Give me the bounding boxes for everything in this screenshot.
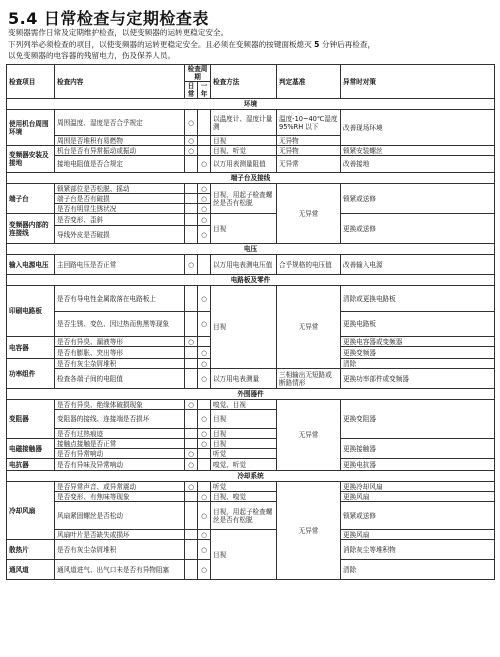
criterion-cell: 无异常 [277, 286, 341, 369]
action-cell: 更换风扇 [341, 492, 495, 502]
item-cell: 变频器内部的连接线 [7, 214, 55, 244]
table-row [7, 492, 495, 502]
yearly-mark: ○ [198, 439, 211, 449]
content-cell: 周围温度、湿度是否合乎规定 [55, 110, 185, 136]
daily-mark [185, 560, 198, 580]
action-cell: 清除或更换电路板 [341, 286, 495, 312]
criterion-cell: 无异物 [277, 136, 341, 146]
section-cooling: 冷却系统 [7, 471, 495, 482]
action-cell: 更换变频器 [341, 347, 495, 359]
yearly-mark: ○ [198, 312, 211, 337]
content-cell: 变阻器的接线、连接端是否损坏 [55, 410, 185, 429]
daily-mark: ○ [185, 449, 198, 459]
table-row [7, 530, 495, 540]
method-cell: 目视 [211, 429, 277, 439]
daily-mark: ○ [185, 482, 198, 492]
yearly-mark: ○ [198, 184, 211, 194]
method-cell: 听觉 [211, 449, 277, 459]
item-cell: 印刷电路板 [7, 286, 55, 337]
action-cell: 更换电路板 [341, 312, 495, 337]
daily-mark [185, 439, 198, 449]
intro-line-1: 变频器需作日常及定期维护检查，以使变频器的运转更稳定安全。 [8, 28, 229, 37]
yearly-mark [198, 110, 211, 136]
method-cell: 嗅觉、听觉 [211, 459, 277, 471]
daily-mark [185, 492, 198, 502]
content-cell: 周围是否堆积有易燃物 [55, 136, 185, 146]
yearly-mark: ○ [198, 410, 211, 429]
action-cell: 清除 [341, 560, 495, 580]
content-cell: 端子台是否有破损 [55, 194, 185, 204]
daily-mark [185, 214, 198, 226]
content-cell: 是否有异常响动 [55, 449, 185, 459]
content-cell: 是否有异臭、绝缘体破损现象 [55, 400, 185, 410]
criterion-cell: 无异常 [277, 156, 341, 173]
method-cell: 目视、嗅觉 [211, 492, 277, 502]
daily-mark: ○ [185, 136, 198, 146]
daily-mark: ○ [185, 459, 198, 471]
yearly-mark: ○ [198, 429, 211, 439]
action-cell: 改善接地 [341, 156, 495, 173]
content-cell: 是否有导电性金属散落在电路板上 [55, 286, 185, 312]
content-cell: 风扇叶片是否缺失或损坏 [55, 530, 185, 540]
item-cell: 变阻器 [7, 400, 55, 439]
daily-mark [185, 226, 198, 244]
yearly-mark [198, 400, 211, 410]
criterion-cell: 无异常 [277, 184, 341, 244]
content-cell: 是否变形、歪斜 [55, 214, 185, 226]
page-title: 5.4 日常检查与定期检查表 [8, 9, 209, 28]
yearly-mark [198, 482, 211, 492]
header-period: 检查周期 [185, 65, 211, 82]
header-daily: 日常 [185, 82, 198, 99]
criterion-cell: 三相输出无短路或断路情形 [277, 369, 341, 389]
daily-mark: ○ [185, 337, 198, 347]
criterion-cell: 无异物 [277, 146, 341, 156]
content-cell: 接触点接触是否正常 [55, 439, 185, 449]
method-cell: 目视，用起子检查螺丝是否有松脱 [211, 184, 277, 214]
method-cell: 以万用电表测电压值 [211, 255, 277, 275]
action-cell: 改善现场环境 [341, 110, 495, 146]
table-row [7, 502, 495, 530]
item-cell: 电磁接触器 [7, 439, 55, 459]
content-cell: 风扇紧固螺丝是否松动 [55, 502, 185, 530]
yearly-mark: ○ [198, 492, 211, 502]
content-cell: 是否有灰尘杂屑堆积 [55, 359, 185, 369]
content-cell: 是否有明显生锈状况 [55, 204, 185, 214]
content-cell: 是否异常声音、或异常震动 [55, 482, 185, 492]
content-cell: 接地电阻值是否合规定 [55, 156, 185, 173]
intro-line-2: 下列列举必须检查的项目，以使变频器的运转更稳定安全。且必须在变频器的按键面板熄灭 5 分钟后再检查， [8, 40, 376, 49]
daily-mark [185, 410, 198, 429]
content-cell: 是否有异味及异常响动 [55, 459, 185, 471]
content-cell: 是否有灰尘杂屑堆积 [55, 540, 185, 560]
daily-mark [185, 502, 198, 530]
yearly-mark: ○ [198, 347, 211, 359]
yearly-mark: ○ [198, 156, 211, 173]
action-cell: 锁紧安装螺丝 [341, 146, 495, 156]
item-cell: 通风道 [7, 560, 55, 580]
item-cell: 输入电源电压 [7, 255, 55, 275]
table-row [7, 255, 495, 275]
daily-mark [185, 286, 198, 312]
content-cell: 机台是否有异常振动或振动 [55, 146, 185, 156]
yearly-mark [198, 337, 211, 347]
criterion-cell: 温度-10~40℃湿度 95%RH 以下 [277, 110, 341, 136]
method-cell: 目视 [211, 286, 277, 369]
method-cell: 目视、听觉 [211, 146, 277, 156]
method-cell: 以万用电表测量 [211, 369, 277, 389]
yearly-mark: ○ [198, 369, 211, 389]
criterion-cell: 合乎规格的电压值 [277, 255, 341, 275]
method-cell: 目视 [211, 214, 277, 244]
action-cell: 锁紧或送修 [341, 502, 495, 530]
header-action: 异常时对策 [341, 65, 495, 99]
daily-mark [185, 369, 198, 389]
content-cell: 主回路电压是否正常 [55, 255, 185, 275]
header-yearly: 一年 [198, 82, 211, 99]
yearly-mark: ○ [198, 530, 211, 540]
action-cell: 更换风扇 [341, 530, 495, 540]
table-row [7, 369, 495, 389]
daily-mark [185, 194, 198, 204]
header-content: 检查内容 [55, 65, 185, 99]
content-cell: 是否生锈、变色、因过热而焦黑等现象 [55, 312, 185, 337]
method-cell: 目视 [211, 439, 277, 449]
content-cell: 是否有过热痕迹 [55, 429, 185, 439]
table-row [7, 110, 495, 136]
content-cell: 是否有膨胀、突出等形 [55, 347, 185, 359]
item-cell: 功率组件 [7, 359, 55, 389]
yearly-mark: ○ [198, 502, 211, 530]
section-peripheral: 外围器件 [7, 389, 495, 400]
action-cell: 更换接触器 [341, 439, 495, 459]
yearly-mark [198, 459, 211, 471]
yearly-mark: ○ [198, 540, 211, 560]
section-voltage: 电压 [7, 244, 495, 255]
daily-mark [185, 347, 198, 359]
action-cell: 更换冷却风扇 [341, 482, 495, 492]
action-cell: 更换功率部件或变频器 [341, 369, 495, 389]
criterion-cell: 无异常 [277, 482, 341, 580]
intro-line-3: 以免变频器的电容器的残留电力，伤及保养人员。 [8, 51, 176, 60]
daily-mark [185, 530, 198, 540]
content-cell: 锁紧部位是否松脱、摇动 [55, 184, 185, 194]
content-cell: 是否变形、有焦味等现象 [55, 492, 185, 502]
header-row-1 [7, 65, 495, 82]
yearly-mark: ○ [198, 214, 211, 226]
table-row [7, 400, 495, 410]
item-cell: 使用机台周围环境 [7, 110, 55, 146]
yearly-mark: ○ [198, 560, 211, 580]
method-cell: 目视 [211, 530, 277, 580]
daily-mark [185, 156, 198, 173]
content-cell: 导线外皮是否破损 [55, 226, 185, 244]
item-cell: 散热片 [7, 540, 55, 560]
action-cell: 更换电容器或变频器 [341, 337, 495, 347]
table-row [7, 156, 495, 173]
daily-mark: ○ [185, 255, 198, 275]
daily-mark: ○ [185, 110, 198, 136]
yearly-mark [198, 449, 211, 459]
action-cell: 消除灰尘等堆积物 [341, 540, 495, 560]
table-row [7, 184, 495, 194]
section-terminal: 端子台及接线 [7, 173, 495, 184]
yearly-mark: ○ [198, 359, 211, 369]
daily-mark [185, 429, 198, 439]
criterion-cell: 无异常 [277, 400, 341, 471]
action-cell: 改善输入电源 [341, 255, 495, 275]
item-cell: 变频器安装及接地 [7, 146, 55, 173]
table-row [7, 286, 495, 312]
daily-mark [185, 204, 198, 214]
action-cell: 锁紧或送修 [341, 184, 495, 214]
daily-mark [185, 312, 198, 337]
yearly-mark [198, 146, 211, 156]
table-row [7, 146, 495, 156]
action-cell: 更换电抗器 [341, 459, 495, 471]
table-row [7, 459, 495, 471]
yearly-mark: ○ [198, 194, 211, 204]
section-environment: 环境 [7, 99, 495, 110]
item-cell: 电容器 [7, 337, 55, 359]
header-method: 检查方法 [211, 65, 277, 99]
yearly-mark: ○ [198, 226, 211, 244]
yearly-mark: ○ [198, 286, 211, 312]
content-cell: 检查各端子间的电阻值 [55, 369, 185, 389]
section-board: 电路板及零件 [7, 275, 495, 286]
yearly-mark: ○ [198, 204, 211, 214]
method-cell: 目视 [211, 136, 277, 146]
table-row [7, 439, 495, 449]
content-cell: 通风道进气、出气口未是否有异物阻塞 [55, 560, 185, 580]
table-row [7, 214, 495, 226]
method-cell: 以万用表测量阻值 [211, 156, 277, 173]
item-cell: 端子台 [7, 184, 55, 214]
method-cell: 目视，用起子检查螺丝是否有松脱 [211, 502, 277, 530]
header-item: 检查项目 [7, 65, 55, 99]
yearly-mark [198, 136, 211, 146]
daily-mark: ○ [185, 400, 198, 410]
content-cell: 是否有异臭、漏液等形 [55, 337, 185, 347]
inspection-table [6, 64, 495, 580]
action-cell: 更换变阻器 [341, 400, 495, 439]
table-row [7, 482, 495, 492]
action-cell: 更换或送修 [341, 214, 495, 244]
method-cell: 以温度计、湿度计量测 [211, 110, 277, 136]
method-cell: 嗅觉、目视 [211, 400, 277, 410]
method-cell: 听觉 [211, 482, 277, 492]
daily-mark [185, 540, 198, 560]
yearly-mark [198, 255, 211, 275]
daily-mark [185, 184, 198, 194]
item-cell: 冷却风扇 [7, 482, 55, 540]
header-criterion: 判定基准 [277, 65, 341, 99]
action-cell: 清除 [341, 359, 495, 369]
daily-mark [185, 359, 198, 369]
item-cell: 电抗器 [7, 459, 55, 471]
daily-mark: ○ [185, 146, 198, 156]
method-cell: 目视 [211, 410, 277, 429]
